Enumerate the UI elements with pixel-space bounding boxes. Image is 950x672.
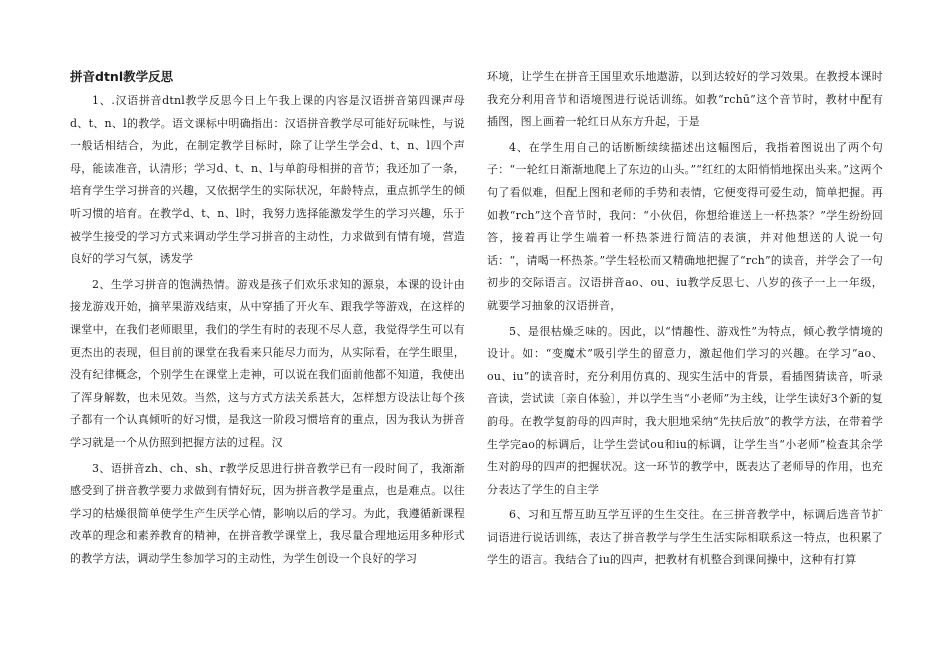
paragraph-5: 5、是很枯燥乏味的。因此，以“情趣性、游戏性”为特点，倾心教学情境的设计。如：“变魔术”吸引学生的留意力，激起他们学习的兴趣。在学习“ao、ou、iu”的读音时，充分利用仿真的、现实生活中的背景，看插图猜读音，听录音读，尝试读〔亲自体验〕，并以学生当“小老师”为主线，让学生读好3个新的复韵母。在教学复韵母的四声时，我大胆地采纳“先扶后放”的教学方法，在带着学生学完ao的标调后，让学生尝试ou和iu的标调，让学生当“小老师”检查其余学生对韵母的四声的把握状况。这一环节的教学中，既表达了老师导的作用，也充分表达了学生的自主学: [487, 324, 883, 496]
paragraph-3-continued: 环境，让学生在拼音王国里欢乐地遨游，以到达较好的学习效果。在教授本课时我充分利用音节和语境图进行说话训练。如教“rchū”这个音节时，教材中配有插图，图上画着一轮红日从东方升起，于是: [487, 70, 883, 129]
document-title: 拼音dtnl教学反思: [70, 69, 174, 84]
paragraph-2: 2、生学习拼音的饱满热情。游戏是孩子们欢乐求知的源泉，本课的设计由接龙游戏开始，摘苹果游戏结束，从中穿插了开火车、跟我学等游戏，在这样的课堂中，在我们老师眼里，我们的学生有时的表现不尽人意，我觉得学生可以有更杰出的表现，但目前的课堂在我看来只能尽力而为，从实际看，在学生眼里，没有纪律概念，个别学生在课堂上走神，可以说在我们面前他都不知道，我使出了浑身解数，也未见效。当然，这与方式方法关系甚大，怎样想方设法让每个孩子都有一个认真倾听的好习惯，是我这一阶段习惯培育的重点，因为我认为拼音学习就是一个从仿照到把握方法的过程。汉: [70, 277, 465, 449]
right-column: [487, 66, 883, 575]
paragraph-1: 1、.汉语拼音dtnl教学反思今日上午我上课的内容是汉语拼音第四课声母d、t、n、l的教学。语文课标中明确指出：汉语拼音教学尽可能好玩味性，与说一般话相结合，为此，在制定教学目标时，除了让学生学会d、t、n、l四个声母，能读准音，认清形；学习d、t、n、l与单韵母相拼的音节；我还加了一条，培育学生学习拼音的兴趣，又依据学生的实际状况，年龄特点，重点抓学生的倾听习惯的培育。在教学d、t、n、l时，我努力选择能激发学生的学习兴趣，乐于被学生接受的学习方式来调动学生学习拼音的主动性，力求做到有情有境，营造良好的学习气氛，诱发学: [70, 94, 465, 266]
paragraph-3: 3、语拼音zh、ch、sh、r教学反思进行拼音教学已有一段时间了，我渐渐感受到了拼音教学要力求做到有情好玩，因为拼音教学是重点，也是难点。以往学习的枯燥很简单使学生产生厌学心情，影响以后的学习。为此，我遵循新课程改革的理念和素养教育的精神，在拼音教学课堂上，我尽量合理地运用多种形式的教学方法，调动学生参加学习的主动性，为学生创设一个良好的学习: [70, 461, 465, 565]
left-column: [70, 66, 465, 573]
paragraph-6: 6、习和互帮互助互学互评的生生交往。在三拼音教学中，标调后选音节扩词语进行说话训练，表达了拼音教学与学生生活实际相联系这一特点，也积累了学生的语言。我结合了iu的四声，把教材有机整合到课间操中，这种有打算: [487, 508, 883, 567]
paragraph-4: 4、在学生用自己的话断断续续描述出这幅图后，我指着图说出了两个句子：“一轮红日渐渐地爬上了东边的山头。”“红红的太阳悄悄地探出头来。”这两个句了看似难，但配上图和老师的手势和表情，它便变得可爱生动，简单把握。再如教“rch”这个音节时，我问：“小伙侣，你想给谁送上一杯热茶？”学生纷纷回答，接着再让学生端着一杯热茶进行简洁的表演，并对他想送的人说一句话：“，请喝一杯热茶。”学生轻松而又精确地把握了“rch”的读音，并学会了一句初步的交际语言。汉语拼音ao、ou、iu教学反思七、八岁的孩子一上一年级，就要学习抽象的汉语拼音，: [487, 140, 883, 312]
